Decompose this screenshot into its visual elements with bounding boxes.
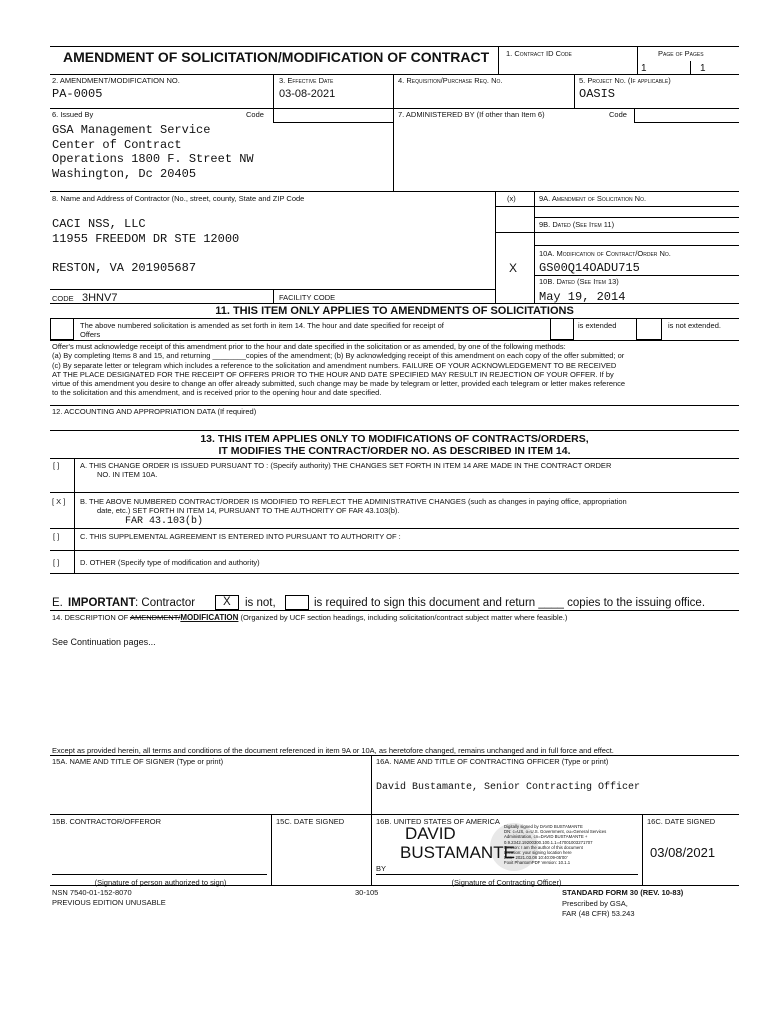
item-10a-value: GS00Q14OADU715 xyxy=(539,261,640,275)
effective-date-value: 03-08-2021 xyxy=(279,88,336,100)
amendment-no-label: 2. AMENDMENT/MODIFICATION NO. xyxy=(52,76,180,85)
far-reference: FAR (48 CFR) 53.243 xyxy=(562,909,635,918)
item-11-offers: Offers xyxy=(80,330,101,339)
item-10b-label: 10B. Dated (See Item 13) xyxy=(539,277,619,286)
nsn-block xyxy=(52,888,166,908)
contract-id-label: 1. Contract ID Code xyxy=(506,49,572,58)
signature-detail-line: DN: c=US, o=U.S. Government, ou=General Services xyxy=(504,829,607,835)
signature-last-name: BUSTAMANTE xyxy=(400,843,515,862)
administered-by-label: 7. ADMINISTERED BY (If other than Item 6) xyxy=(398,110,545,119)
instruction-line: AT THE PLACE DESIGNATED FOR THE RECEIPT OF OFFERS PRIOR TO THE HOUR AND DATE SPECIFIED MAY RESULT IN REJECTION OF YOUR OFFER. If by xyxy=(52,369,614,379)
previous-edition: PREVIOUS EDITION UNUSABLE xyxy=(52,898,166,907)
project-no-value: OASIS xyxy=(579,87,616,101)
item-15b-label: 15B. CONTRACTOR/OFFEROR xyxy=(52,817,162,826)
item-13d-text: D. OTHER (Specify type of modification and authority) xyxy=(80,558,260,567)
item-9a-label: 9A. Amendment of Solicitation No. xyxy=(539,194,647,203)
date-signed-16c: 03/08/2021 xyxy=(650,845,716,860)
signature-detail-line: Digitally signed by DAVID BUSTAMANTE xyxy=(504,824,583,829)
effective-date-label: 3. Effective Date xyxy=(279,76,334,85)
instruction-line: virtue of this amendment you desire to change an offer already submitted, such change may be made by telegram or letter, provided each telegram or letter makes reference xyxy=(52,379,626,389)
signature-name xyxy=(400,824,515,862)
item-13b-line: date, etc.) SET FORTH IN ITEM 14, PURSUANT TO THE AUTHORITY OF FAR 43.103(b). xyxy=(97,506,400,515)
is-not-label: is not, xyxy=(245,597,276,609)
amendment-no-value: PA-0005 xyxy=(52,87,103,101)
item-13-heading xyxy=(50,433,739,457)
signature-details xyxy=(504,824,606,866)
instruction-line: (a) By completing Items 8 and 15, and returning ________copies of the amendment; (b) By acknowledging receipt of this amendment on each copy of the offer submitted; or xyxy=(52,351,625,361)
contractor-address-label: 8. Name and Address of Contractor (No., street, county, State and ZIP Code xyxy=(52,194,305,203)
item-13-heading-line: IT MODIFIES THE CONTRACT/ORDER NO. AS DESCRIBED IN ITEM 14. xyxy=(218,445,571,457)
contractor-label: : Contractor xyxy=(135,597,196,609)
item-14-label xyxy=(52,613,567,622)
item-13-heading-line: 13. THIS ITEM APPLIES ONLY TO MODIFICATIONS OF CONTRACTS/ORDERS, xyxy=(200,433,589,445)
item-11-checkbox[interactable] xyxy=(50,318,74,340)
project-no-label: 5. Project No. (If applicable) xyxy=(579,76,671,85)
item-10a-x-mark: X xyxy=(509,261,518,275)
item-13a-text xyxy=(80,461,611,479)
page-number: 1 xyxy=(641,63,647,74)
signature-detail-line: Reason: I am the author of this document xyxy=(504,844,583,850)
form-code: 30-105 xyxy=(355,888,379,897)
issued-by-label: 6. Issued By xyxy=(52,110,94,119)
instruction-line: (c) By separate letter or telegram which includes a reference to the solicitation and amendment numbers. FAILURE OF YOUR ACKNOWLEDGEMENT TO BE RECEIVED xyxy=(52,360,617,370)
contracting-officer-name: David Bustamante, Senior Contracting Officer xyxy=(376,782,641,793)
item-15a-label: 15A. NAME AND TITLE OF SIGNER (Type or print) xyxy=(52,757,224,766)
signature-detail-line: Location: your signing location here xyxy=(504,850,572,856)
not-extended-checkbox[interactable] xyxy=(636,318,662,340)
item-16b-label: 16B. UNITED STATES OF AMERICA xyxy=(376,817,500,826)
contractor-city: RESTON, VA 201905687 xyxy=(52,261,197,275)
instruction-line: to the solicitation and this amendment, and is received prior to the opening hour and date specified. xyxy=(52,388,382,398)
is-required-checkbox[interactable] xyxy=(285,595,309,610)
item-13a-line: A. THIS CHANGE ORDER IS ISSUED PURSUANT TO : (Specify authority) THE CHANGES SET FORTH IN ITEM 14 ARE MADE IN THE CONTRACT ORDER xyxy=(80,461,612,470)
except-statement: Except as provided herein, all terms and conditions of the document referenced in item 9A or 10A, as heretofore changed, remains unchanged and in full force and effect. xyxy=(52,746,614,755)
item-13c-checkbox[interactable]: [ ] xyxy=(53,532,60,541)
accounting-data-label: 12. ACCOUNTING AND APPROPRIATION DATA (If required) xyxy=(52,407,257,416)
item-11-heading: 11. THIS ITEM ONLY APPLIES TO AMENDMENTS OF SOLICITATIONS xyxy=(215,305,574,317)
standard-form-number: STANDARD FORM 30 (REV. 10-83) xyxy=(562,888,684,897)
code-value: 3HNV7 xyxy=(82,292,118,304)
signature-detail-line: Foxit PhantomPDF Version: 10.1.1 xyxy=(504,860,571,866)
item-13a-checkbox[interactable]: [ ] xyxy=(53,461,60,470)
item-13b-line: B. THE ABOVE NUMBERED CONTRACT/ORDER IS MODIFIED TO REFLECT THE ADMINISTRATIVE CHANGES (such as changes in paying office, appropriation xyxy=(80,497,627,506)
contractor-line: CACI NSS, LLC xyxy=(52,217,146,231)
item-11-line1: The above numbered solicitation is amended as set forth in item 14. The hour and date specified for receipt of xyxy=(80,321,444,330)
issuer-address xyxy=(52,123,254,181)
issuer-line: Washington, Dc 20405 xyxy=(52,166,197,181)
by-label: BY xyxy=(376,864,387,873)
is-extended-checkbox[interactable] xyxy=(550,318,574,340)
item-10a-label: 10A. Modification of Contract/Order No. xyxy=(539,249,671,258)
instruction-line: Offer's must acknowledge receipt of this amendment prior to the hour and date specified in the solicitation or as amended, by one of the following methods: xyxy=(52,342,566,351)
item-16a-label: 16A. NAME AND TITLE OF CONTRACTING OFFICER (Type or print) xyxy=(376,757,609,766)
item-15c-label: 15C. DATE SIGNED xyxy=(276,817,345,826)
nsn-number: NSN 7540-01-152-8070 xyxy=(52,888,132,897)
item-13a-line: NO. IN ITEM 10A. xyxy=(97,470,158,479)
issuer-line: Center of Contract xyxy=(52,137,182,152)
requisition-no-label: 4. Requisition/Purchase Req. No. xyxy=(398,76,503,85)
facility-code-label: FACILITY CODE xyxy=(279,293,336,302)
standard-form-block xyxy=(562,888,683,920)
contractor-line: 11955 FREEDOM DR STE 12000 xyxy=(52,231,240,246)
signature-detail-line: 0.9.2342.19200300.100.1.1=47001003271707 xyxy=(504,839,593,845)
item-14-label-post: (Organized by UCF section headings, including solicitation/contract subject matter where feasible.) xyxy=(240,613,568,622)
item-13b-checkbox[interactable]: [ X ] xyxy=(52,497,66,506)
is-not-x-mark: X xyxy=(223,596,231,608)
item-14-struck: AMENDMENT/ xyxy=(129,613,181,622)
item-16c-label: 16C. DATE SIGNED xyxy=(647,817,716,826)
contractor-address xyxy=(52,217,239,246)
item-9b-label: 9B. Dated (See Item 11) xyxy=(539,220,615,229)
form-title: AMENDMENT OF SOLICITATION/MODIFICATION OF CONTRACT xyxy=(63,49,490,65)
not-extended-label: is not extended. xyxy=(668,321,721,330)
code-label: CODE xyxy=(52,294,74,303)
important-label: IMPORTANT xyxy=(68,597,136,609)
officer-signature-caption: (Signature of Contracting Officer) xyxy=(451,878,562,887)
signature-first-name: DAVID xyxy=(405,824,456,843)
item-e-label: E. xyxy=(52,597,63,609)
issued-by-code-label: Code xyxy=(246,110,264,119)
is-extended-label: is extended xyxy=(578,321,617,330)
signature-detail-line: Administration, cn=DAVID BUSTAMANTE + xyxy=(504,834,588,840)
item-13b-text xyxy=(80,497,627,515)
item-13c-text: C. THIS SUPPLEMENTAL AGREEMENT IS ENTERED INTO PURSUANT TO AUTHORITY OF : xyxy=(80,532,401,541)
item-10b-value: May 19, 2014 xyxy=(539,290,626,304)
signature-detail-line: Date: 2021.03.08 10:40:09-05'00' xyxy=(504,855,568,861)
prescribed-by: Prescribed by GSA, xyxy=(562,898,628,908)
issuer-line: GSA Management Service xyxy=(52,123,211,137)
is-required-label: is required to sign this document and return ____ copies to the issuing office. xyxy=(314,597,706,609)
item-13b-authority: FAR 43.103(b) xyxy=(125,516,204,527)
item-11-instructions xyxy=(52,342,739,398)
issuer-line: Operations 1800 F. Street NW xyxy=(52,152,254,166)
administered-by-code-label: Code xyxy=(609,110,627,119)
x-column-label: (x) xyxy=(507,194,516,203)
item-13d-checkbox[interactable]: [ ] xyxy=(53,558,60,567)
page-total: 1 xyxy=(700,63,706,74)
item-14-label-pre: 14. DESCRIPTION OF xyxy=(52,613,129,622)
signer-signature-caption: (Signature of person authorized to sign) xyxy=(94,878,227,887)
item-14-modification: MODIFICATION xyxy=(180,613,239,622)
page-of-pages-label: Page of Pages xyxy=(658,49,704,58)
continuation-note: See Continuation pages... xyxy=(52,637,156,647)
